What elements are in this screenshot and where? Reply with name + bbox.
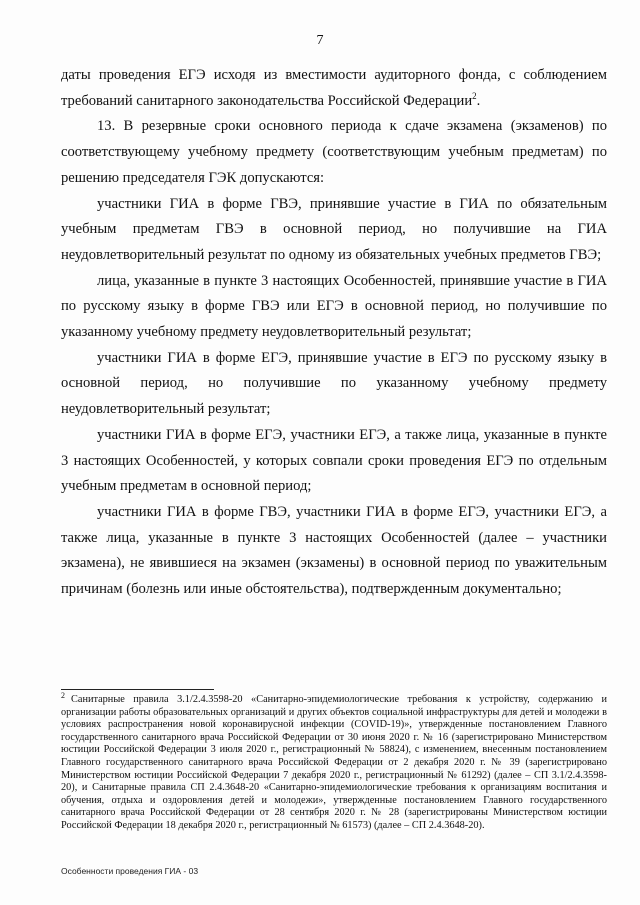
document-footer: Особенности проведения ГИА - 03 <box>61 866 199 876</box>
body-text <box>61 63 607 603</box>
paragraph-persons-item-3 <box>61 269 607 346</box>
paragraph-text: лица, указанные в пункте 3 настоящих Особенностей, принявшие участие в ГИА по русскому языку в форме ГВЭ или ЕГЭ в основной период, но получившие по указанному учебному предмету неудовлетворительный результат; <box>61 272 607 341</box>
footnote-reference[interactable]: 2 <box>472 90 477 101</box>
paragraph-text: участники ГИА в форме ЕГЭ, принявшие участие в ЕГЭ по русскому языку в основной период, но получившие по указанному учебному предмету неудовлетворительный результат; <box>61 349 607 418</box>
paragraph-item-13 <box>61 114 607 191</box>
footnote-mark: 2 <box>61 690 65 700</box>
paragraph-gve-participants <box>61 192 607 269</box>
paragraph-text: участники ГИА в форме ЕГЭ, участники ЕГЭ, а также лица, указанные в пункте 3 настоящих Особенностей, у которых совпали сроки проведения ЕГЭ по отдельным учебным предметам в основной период; <box>61 426 607 495</box>
footnote <box>61 690 607 833</box>
paragraph-continuation <box>61 63 607 114</box>
paragraph-tail: . <box>476 92 481 109</box>
footnote-divider <box>61 689 214 690</box>
paragraph-ege-russian <box>61 346 607 423</box>
paragraph-absent-participants <box>61 500 607 603</box>
paragraph-coinciding-dates <box>61 423 607 500</box>
page-number: 7 <box>316 33 324 48</box>
footnote-text: Санитарные правила 3.1/2.4.3598-20 «Санитарно-эпидемиологические требования к устройству, содержанию и организации работы образовательных организаций и других объектов социальной инфраструктуры для детей и молодежи в условиях распространения новой коронавирусной инфекции (COVID-19)», утвержденные постановлением Главного государственного санитарного врача Российской Федерации от 30 июня 2020 г. № 16 (зарегистрировано Министерством юстиции Российской Федерации 3 июля 2020 г., регистрационный № 58824), с изменением, внесенным постановлением Главного государственного санитарного врача Российской Федерации от 2 декабря 2020 г. № 39 (зарегистрировано Министерством юстиции Российской Федерации 7 декабря 2020 г., регистрационный № 61292) (далее – СП 3.1/2.4.3598-20), и Санитарные правила СП 2.4.3648-20 «Санитарно-эпидемиологические требования к организациям воспитания и обучения, отдыха и оздоровления детей и молодежи», утвержденные постановлением Главного государственного санитарного врача Российской Федерации от 28 сентября 2020 г. № 28 (зарегистрированы Министерством юстиции Российской Федерации 18 декабря 2020 г., регистрационный № 61573) (далее – СП 2.4.3648-20). <box>61 694 607 831</box>
paragraph-text: 13. В резервные сроки основного периода к сдаче экзамена (экзаменов) по соответствующему учебному предмету (соответствующим учебным предметам) по решению председателя ГЭК допускаются: <box>61 118 607 186</box>
paragraph-text: участники ГИА в форме ГВЭ, принявшие участие в ГИА по обязательным учебным предметам ГВЭ в основной период, но получившие на ГИА неудовлетворительный результат по одному из обязательных учебных предметов ГВЭ; <box>61 195 607 263</box>
paragraph-text: даты проведения ЕГЭ исходя из вместимости аудиторного фонда, с соблюдением требований санитарного законодательства Российской Федерации <box>61 67 607 109</box>
paragraph-text: участники ГИА в форме ГВЭ, участники ГИА в форме ЕГЭ, участники ЕГЭ, а также лица, указанные в пункте 3 настоящих Особенностей (далее – участники экзамена), не явившиеся на экзамен (экзамены) в основной период по уважительным причинам (болезнь или иные обстоятельства), подтвержденным документально; <box>61 503 607 598</box>
